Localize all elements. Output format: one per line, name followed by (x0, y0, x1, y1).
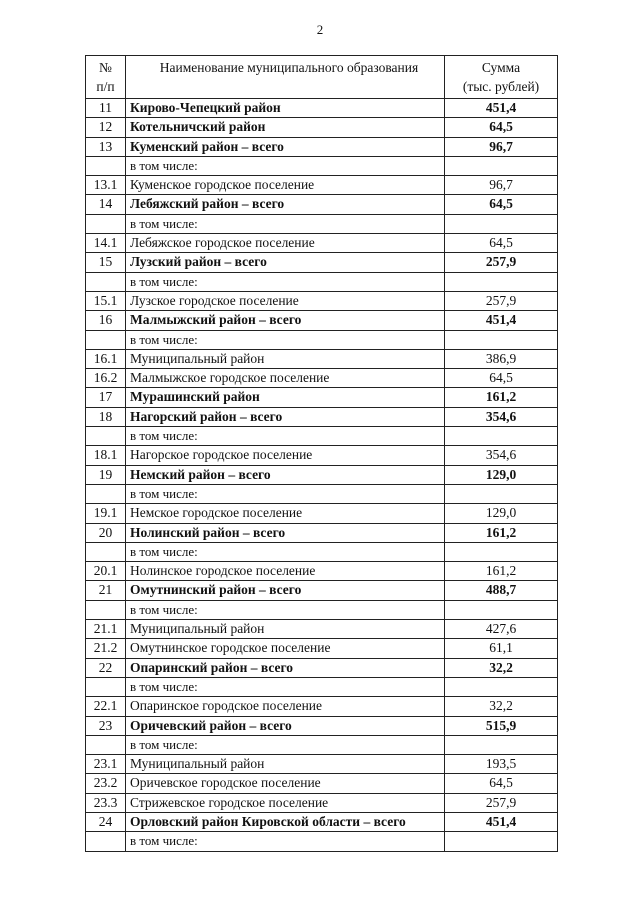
row-name-cell: в том числе: (126, 600, 445, 619)
row-number-cell (86, 156, 126, 175)
table-body (86, 99, 558, 852)
table-row (86, 234, 558, 253)
row-name-cell: в том числе: (126, 542, 445, 561)
row-name-cell: Кирово-Чепецкий район (126, 99, 445, 118)
table-row (86, 330, 558, 349)
row-name-cell: в том числе: (126, 272, 445, 291)
row-sum-cell (445, 542, 558, 561)
row-number-cell: 21.1 (86, 620, 126, 639)
row-name-cell: Лузский район – всего (126, 253, 445, 272)
row-number-cell (86, 272, 126, 291)
table-row (86, 176, 558, 195)
row-name-cell: Немский район – всего (126, 465, 445, 484)
table-row (86, 504, 558, 523)
row-name-cell: Куменское городское поселение (126, 176, 445, 195)
row-sum-cell: 32,2 (445, 658, 558, 677)
row-number-cell: 18.1 (86, 446, 126, 465)
row-number-cell (86, 330, 126, 349)
row-name-cell: в том числе: (126, 330, 445, 349)
table-row (86, 658, 558, 677)
row-number-cell: 19 (86, 465, 126, 484)
header-sum-line1: Сумма (481, 60, 521, 75)
row-number-cell: 16.2 (86, 369, 126, 388)
table-row (86, 99, 558, 118)
table-row (86, 349, 558, 368)
table-row (86, 118, 558, 137)
table-row (86, 311, 558, 330)
row-sum-cell (445, 735, 558, 754)
table-row (86, 793, 558, 812)
row-sum-cell: 64,5 (445, 774, 558, 793)
row-name-cell: в том числе: (126, 832, 445, 851)
row-sum-cell (445, 214, 558, 233)
row-name-cell: Немское городское поселение (126, 504, 445, 523)
row-number-cell: 11 (86, 99, 126, 118)
table-row (86, 774, 558, 793)
row-name-cell: Малмыжский район – всего (126, 311, 445, 330)
row-sum-cell (445, 832, 558, 851)
row-sum-cell: 161,2 (445, 388, 558, 407)
table-row (86, 542, 558, 561)
row-number-cell: 19.1 (86, 504, 126, 523)
row-number-cell: 21.2 (86, 639, 126, 658)
row-sum-cell: 257,9 (445, 793, 558, 812)
row-name-cell: Нолинский район – всего (126, 523, 445, 542)
row-number-cell (86, 427, 126, 446)
row-sum-cell: 129,0 (445, 504, 558, 523)
row-name-cell: Нагорское городское поселение (126, 446, 445, 465)
row-sum-cell: 161,2 (445, 523, 558, 542)
row-sum-cell (445, 272, 558, 291)
row-number-cell: 20 (86, 523, 126, 542)
row-name-cell: Куменский район – всего (126, 137, 445, 156)
row-sum-cell: 129,0 (445, 465, 558, 484)
page-number: 2 (316, 22, 324, 37)
table-row (86, 272, 558, 291)
row-sum-cell: 488,7 (445, 581, 558, 600)
table-header-row (86, 56, 558, 99)
row-sum-cell: 64,5 (445, 118, 558, 137)
row-number-cell (86, 214, 126, 233)
row-sum-cell: 257,9 (445, 291, 558, 310)
row-number-cell (86, 542, 126, 561)
row-number-cell: 22 (86, 658, 126, 677)
table-row (86, 832, 558, 851)
row-number-cell: 13.1 (86, 176, 126, 195)
table-row (86, 639, 558, 658)
table-row (86, 407, 558, 426)
table-row (86, 253, 558, 272)
row-number-cell: 20.1 (86, 562, 126, 581)
row-number-cell: 14 (86, 195, 126, 214)
table-row (86, 620, 558, 639)
row-sum-cell: 451,4 (445, 99, 558, 118)
table-row (86, 214, 558, 233)
row-number-cell: 23.3 (86, 793, 126, 812)
row-number-cell (86, 600, 126, 619)
table-row (86, 388, 558, 407)
header-name-column: Наименование муниципального образования (126, 56, 445, 99)
row-name-cell: Опаринское городское поселение (126, 697, 445, 716)
row-number-cell: 23.2 (86, 774, 126, 793)
row-sum-cell (445, 330, 558, 349)
row-name-cell: Лузское городское поселение (126, 291, 445, 310)
header-number-line1: № (99, 60, 112, 75)
row-number-cell: 15.1 (86, 291, 126, 310)
row-number-cell: 21 (86, 581, 126, 600)
row-sum-cell (445, 677, 558, 696)
table-row (86, 427, 558, 446)
municipal-funding-table (85, 55, 558, 852)
row-name-cell: Нагорский район – всего (126, 407, 445, 426)
row-sum-cell: 257,9 (445, 253, 558, 272)
header-sum-line2: (тыс. рублей) (462, 79, 540, 94)
table-row (86, 484, 558, 503)
row-name-cell: Малмыжское городское поселение (126, 369, 445, 388)
row-sum-cell: 515,9 (445, 716, 558, 735)
row-sum-cell: 96,7 (445, 176, 558, 195)
row-number-cell (86, 832, 126, 851)
row-name-cell: Муниципальный район (126, 755, 445, 774)
row-name-cell: Муниципальный район (126, 620, 445, 639)
table-row (86, 735, 558, 754)
table-row (86, 195, 558, 214)
row-name-cell: в том числе: (126, 735, 445, 754)
header-number-column (86, 56, 126, 99)
row-number-cell: 22.1 (86, 697, 126, 716)
table-row (86, 716, 558, 735)
row-name-cell: Лебяжский район – всего (126, 195, 445, 214)
row-name-cell: Котельничский район (126, 118, 445, 137)
row-sum-cell (445, 156, 558, 175)
row-name-cell: в том числе: (126, 484, 445, 503)
row-sum-cell: 161,2 (445, 562, 558, 581)
row-sum-cell: 193,5 (445, 755, 558, 774)
row-number-cell: 18 (86, 407, 126, 426)
row-sum-cell: 64,5 (445, 369, 558, 388)
row-sum-cell: 354,6 (445, 446, 558, 465)
row-number-cell: 12 (86, 118, 126, 137)
row-name-cell: Муниципальный район (126, 349, 445, 368)
table-row (86, 697, 558, 716)
row-number-cell: 16.1 (86, 349, 126, 368)
row-name-cell: Омутнинское городское поселение (126, 639, 445, 658)
row-sum-cell: 64,5 (445, 195, 558, 214)
row-sum-cell (445, 600, 558, 619)
row-number-cell (86, 677, 126, 696)
row-sum-cell: 32,2 (445, 697, 558, 716)
table-row (86, 600, 558, 619)
row-sum-cell: 451,4 (445, 812, 558, 831)
row-name-cell: Оричевское городское поселение (126, 774, 445, 793)
row-sum-cell: 386,9 (445, 349, 558, 368)
row-sum-cell: 451,4 (445, 311, 558, 330)
row-name-cell: в том числе: (126, 427, 445, 446)
row-sum-cell: 354,6 (445, 407, 558, 426)
table-row (86, 812, 558, 831)
row-number-cell: 14.1 (86, 234, 126, 253)
row-name-cell: Орловский район Кировской области – всего (126, 812, 445, 831)
table-row (86, 446, 558, 465)
row-name-cell: в том числе: (126, 677, 445, 696)
row-name-cell: Омутнинский район – всего (126, 581, 445, 600)
table-row (86, 156, 558, 175)
row-name-cell: Оричевский район – всего (126, 716, 445, 735)
row-name-cell: в том числе: (126, 156, 445, 175)
header-number-line2: п/п (96, 79, 115, 94)
row-number-cell (86, 735, 126, 754)
table-row (86, 137, 558, 156)
row-sum-cell: 96,7 (445, 137, 558, 156)
row-name-cell: Опаринский район – всего (126, 658, 445, 677)
row-name-cell: в том числе: (126, 214, 445, 233)
row-name-cell: Лебяжское городское поселение (126, 234, 445, 253)
row-sum-cell: 64,5 (445, 234, 558, 253)
table-row (86, 755, 558, 774)
row-number-cell (86, 484, 126, 503)
table-row (86, 581, 558, 600)
table-row (86, 465, 558, 484)
row-number-cell: 17 (86, 388, 126, 407)
table-row (86, 369, 558, 388)
row-sum-cell: 427,6 (445, 620, 558, 639)
header-sum-column (445, 56, 558, 99)
table-row (86, 291, 558, 310)
row-number-cell: 24 (86, 812, 126, 831)
row-number-cell: 13 (86, 137, 126, 156)
table-row (86, 523, 558, 542)
row-number-cell: 23.1 (86, 755, 126, 774)
row-number-cell: 23 (86, 716, 126, 735)
row-sum-cell (445, 427, 558, 446)
row-sum-cell (445, 484, 558, 503)
row-name-cell: Стрижевское городское поселение (126, 793, 445, 812)
row-name-cell: Нолинское городское поселение (126, 562, 445, 581)
table-row (86, 562, 558, 581)
row-number-cell: 15 (86, 253, 126, 272)
row-name-cell: Мурашинский район (126, 388, 445, 407)
table-row (86, 677, 558, 696)
row-sum-cell: 61,1 (445, 639, 558, 658)
row-number-cell: 16 (86, 311, 126, 330)
